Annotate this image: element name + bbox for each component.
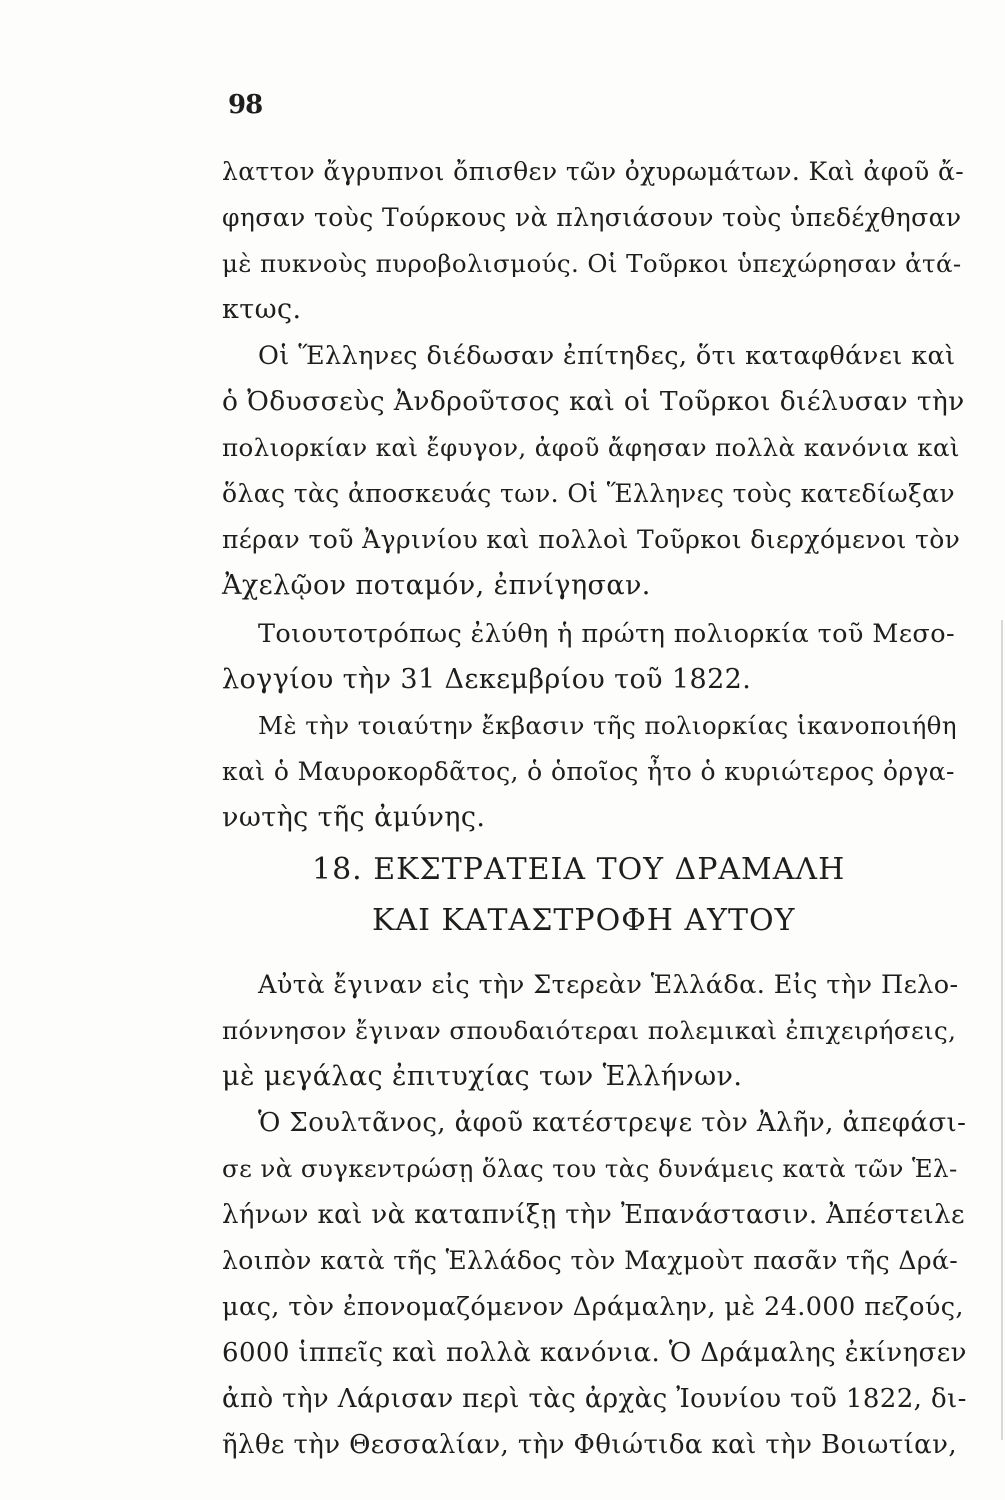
text-line: κτως.	[222, 294, 302, 325]
section-heading-line-2: ΚΑΙ ΚΑΤΑΣΤΡΟΦΗ ΑΥΤΟΥ	[372, 903, 796, 938]
text-line: Ἀχελῷον ποταμόν, ἐπνίγησαν.	[222, 570, 651, 601]
text-line: Οἱ Ἕλληνες διέδωσαν ἐπίτηδες, ὅτι καταφθάνει καὶ	[258, 341, 956, 371]
text-line: πολιορκίαν καὶ ἔφυγον, ἀφοῦ ἄφησαν πολλὰ κανόνια καὶ	[222, 433, 960, 462]
text-line: ἀπὸ τὴν Λάρισαν περὶ τὰς ἀρχὰς Ἰουνίου τοῦ 1822, δι-	[222, 1384, 967, 1414]
text-line: μας, τὸν ἐπονομαζόμενον Δράμαλην, μὲ 24.000 πεζούς,	[222, 1292, 964, 1322]
text-line: λοιπὸν κατὰ τῆς Ἑλλάδος τὸν Μαχμοὺτ πασᾶν τῆς Δρά-	[222, 1246, 959, 1275]
text-line: ῆλθε τὴν Θεσσαλίαν, τὴν Φθιώτιδα καὶ τὴν Βοιωτίαν,	[222, 1430, 957, 1460]
text-line: ὅλας τὰς ἀποσκευάς των. Οἱ Ἕλληνες τοὺς κατεδίωξαν	[222, 479, 956, 508]
text-line: φησαν τοὺς Τούρκους νὰ πλησιάσουν τοὺς ὑπεδέχθησαν	[222, 203, 962, 232]
text-line: σε νὰ συγκεντρώσῃ ὅλας του τὰς δυνάμεις κατὰ τῶν Ἑλ-	[222, 1154, 958, 1183]
text-line: λογγίου τὴν 31 Δεκεμβρίου τοῦ 1822.	[222, 664, 752, 695]
text-line: Τοιουτοτρόπως ἐλύθη ἡ πρώτη πολιορκία τοῦ Μεσο-	[258, 619, 956, 649]
text-line: μὲ πυκνοὺς πυροβολισμούς. Οἱ Τοῦρκοι ὑπεχώρησαν ἀτά-	[222, 249, 962, 278]
text-line: λήνων καὶ νὰ καταπνίξῃ τὴν Ἐπανάστασιν. Ἀπέστειλε	[222, 1200, 965, 1230]
section-heading-line-1: 18. ΕΚΣΤΡΑΤΕΙΑ ΤΟΥ ΔΡΑΜΑΛΗ	[312, 852, 846, 887]
text-line: Μὲ τὴν τοιαύτην ἔκβασιν τῆς πολιορκίας ἱκανοποιήθη	[258, 711, 957, 740]
text-line: Αὐτὰ ἔγιναν εἰς τὴν Στερεὰν Ἑλλάδα. Εἰς τὴν Πελο-	[258, 970, 959, 1000]
text-line: καὶ ὁ Μαυροκορδᾶτος, ὁ ὁποῖος ἦτο ὁ κυριώτερος ὀργα-	[222, 757, 955, 786]
text-line: Ὁ Σουλτᾶνος, ἀφοῦ κατέστρεψε τὸν Ἀλῆν, ἀπεφάσι-	[258, 1108, 967, 1138]
text-line: ὁ Ὀδυσσεὺς Ἀνδροῦτσος καὶ οἱ Τοῦρκοι διέλυσαν τὴν	[222, 386, 965, 417]
page-edge-shadow	[1001, 620, 1003, 1440]
text-line: 6000 ἱππεῖς καὶ πολλὰ κανόνια. Ὁ Δράμαλης ἐκίνησεν	[222, 1338, 967, 1368]
text-line: μὲ μεγάλας ἐπιτυχίας των Ἑλλήνων.	[222, 1061, 743, 1092]
text-line: νωτὴς τῆς ἀμύνης.	[222, 802, 486, 833]
text-line: λαττον ἄγρυπνοι ὄπισθεν τῶν ὀχυρωμάτων. Καὶ ἀφοῦ ἄ-	[222, 157, 965, 186]
page-number: 98	[228, 90, 263, 120]
text-line: πόννησον ἔγιναν σπουδαιότεραι πολεμικαὶ ἐπιχειρήσεις,	[222, 1016, 957, 1045]
text-line: πέραν τοῦ Ἀγρινίου καὶ πολλοὶ Τοῦρκοι διερχόμενοι τὸν	[222, 525, 961, 554]
